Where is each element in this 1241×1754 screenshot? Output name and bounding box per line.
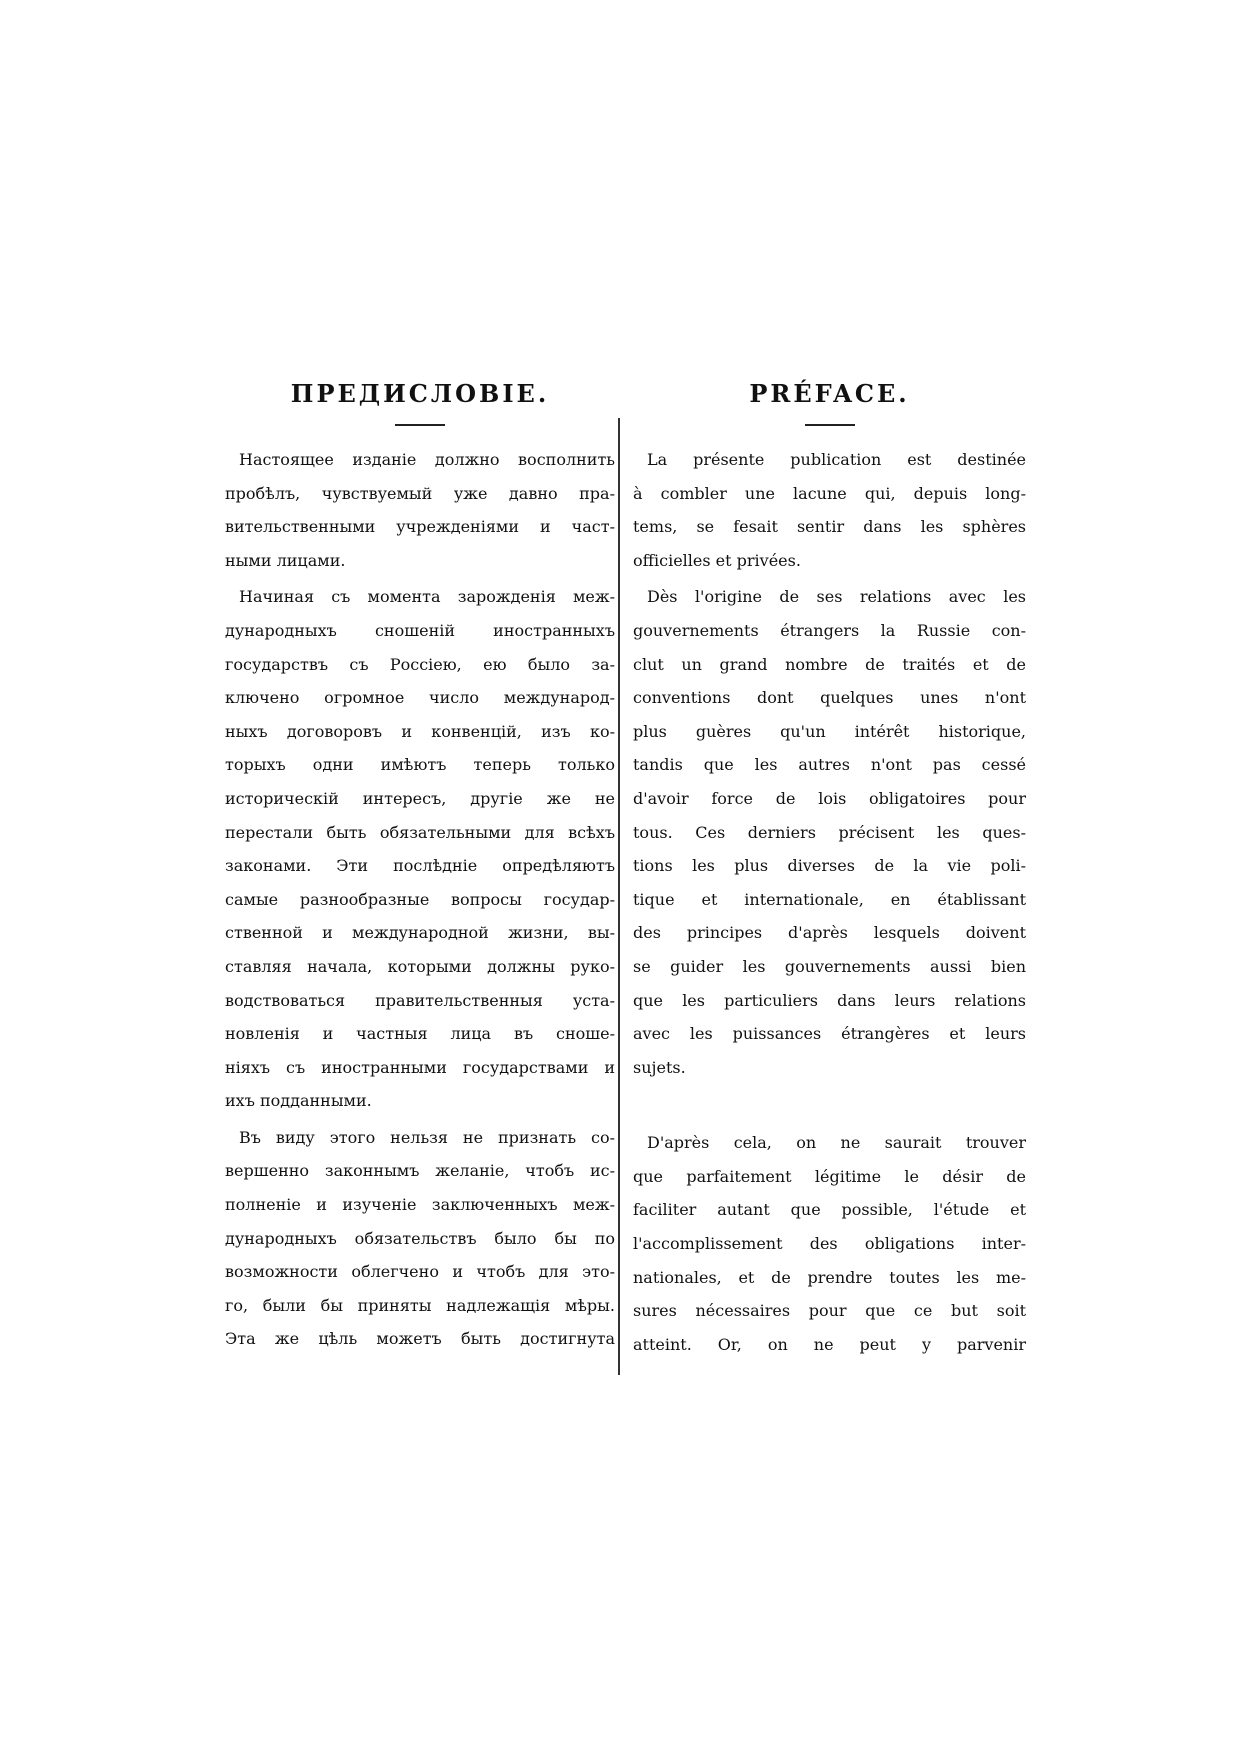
text-line: tous. Ces derniers précisent les ques- [633,822,1026,842]
text-line: des principes d'après lesquels doivent [633,923,1026,943]
text-line: tandis que les autres n'ont pas cessé [633,755,1026,775]
text-line: Въ виду этого нельзя не признать со- [239,1127,615,1147]
text-line: sures nécessaires pour que ce but soit [633,1301,1026,1321]
text-line: La présente publication est destinée [647,450,1026,469]
text-line: ніяхъ съ иностранными государствами и [225,1057,615,1077]
text-line: gouvernements étrangers la Russie con- [633,620,1026,640]
text-line: перестали быть обязательными для всѣхъ [225,822,615,842]
column-divider [618,418,620,1375]
text-line: вительственными учрежденіями и част- [225,517,615,537]
text-line: Dès l'origine de ses relations avec les [647,587,1026,607]
text-line: officielles et privées. [633,550,801,570]
russian-paragraph-3 [225,1121,615,1356]
french-paragraph-2 [633,580,1026,1084]
text-line: ныхъ договоровъ и конвенцій, изъ ко- [225,721,615,741]
text-line: que les particuliers dans leurs relations [633,990,1026,1010]
text-line: d'avoir force de lois obligatoires pour [633,788,1026,808]
text-line: возможности облегчено и чтобъ для это- [225,1262,615,1282]
text-line: водствоваться правительственныя уста- [225,990,615,1010]
text-line: se guider les gouvernements aussi bien [633,956,1026,976]
russian-heading-rule [395,424,445,426]
text-line: государствъ съ Россіею, ею было за- [225,654,615,674]
text-line: новленія и частныя лица въ сноше- [225,1024,615,1044]
text-line: clut un grand nombre de traités et de [633,654,1026,674]
text-line: ственной и международной жизни, вы- [225,923,615,943]
text-line: D'après cela, on ne saurait trouver [647,1133,1026,1153]
text-line: торыхъ одни имѣютъ теперь только [225,755,615,775]
text-line: tems, se fesait sentir dans les sphères [633,517,1026,537]
text-line: avec les puissances étrangères et leurs [633,1024,1026,1044]
text-line: atteint. Or, on ne peut y parvenir [633,1334,1026,1354]
text-line: faciliter autant que possible, l'étude et [633,1200,1026,1220]
text-line: tions les plus diverses de la vie poli- [633,856,1026,876]
text-line: го, были бы приняты надлежащія мѣры. [225,1295,615,1315]
text-line: tique et internationale, en établissant [633,889,1026,909]
text-line: sujets. [633,1057,686,1077]
text-line: дународныхъ обязательствъ было бы по [225,1228,615,1248]
french-heading: PRÉFACE. [749,379,910,408]
russian-column [225,380,615,1356]
text-line: Настоящее изданіе должно восполнить [239,450,615,469]
text-line: самые разнообразные вопросы государ- [225,889,615,909]
russian-paragraph-1 [225,443,615,577]
french-heading-rule [805,424,855,426]
text-line: plus guères qu'un intérêt historique, [633,721,1026,741]
russian-heading: ПРЕДИСЛОВІЕ. [290,379,550,408]
text-line: историческій интересъ, другіе же не [225,788,615,808]
text-line: Эта же цѣль можетъ быть достигнута [225,1329,615,1349]
text-line: conventions dont quelques unes n'ont [633,688,1026,708]
text-line: ключено огромное число международ- [225,688,615,708]
french-paragraph-1 [633,443,1026,577]
russian-paragraph-2 [225,580,615,1118]
text-line: Начиная съ момента зарожденія меж- [239,587,615,607]
text-line: nationales, et de prendre toutes les me- [633,1267,1026,1287]
french-column [633,380,1026,1361]
text-line: que parfaitement légitime le désir de [633,1166,1026,1186]
text-line: пробѣлъ, чувствуемый уже давно пра- [225,483,615,503]
text-line: ихъ подданными. [225,1091,372,1111]
french-paragraph-3 [633,1126,1026,1361]
text-line: дународныхъ сношеній иностранныхъ [225,620,615,640]
text-line: вершенно законнымъ желаніе, чтобъ ис- [225,1161,615,1181]
text-line: законами. Эти послѣдніе опредѣляютъ [225,856,615,876]
text-line: ными лицами. [225,550,346,570]
text-line: à combler une lacune qui, depuis long- [633,483,1026,503]
text-line: полненіе и изученіе заключенныхъ меж- [225,1195,615,1215]
text-line: l'accomplissement des obligations inter- [633,1234,1026,1254]
text-line: ставляя начала, которыми должны руко- [225,956,615,976]
